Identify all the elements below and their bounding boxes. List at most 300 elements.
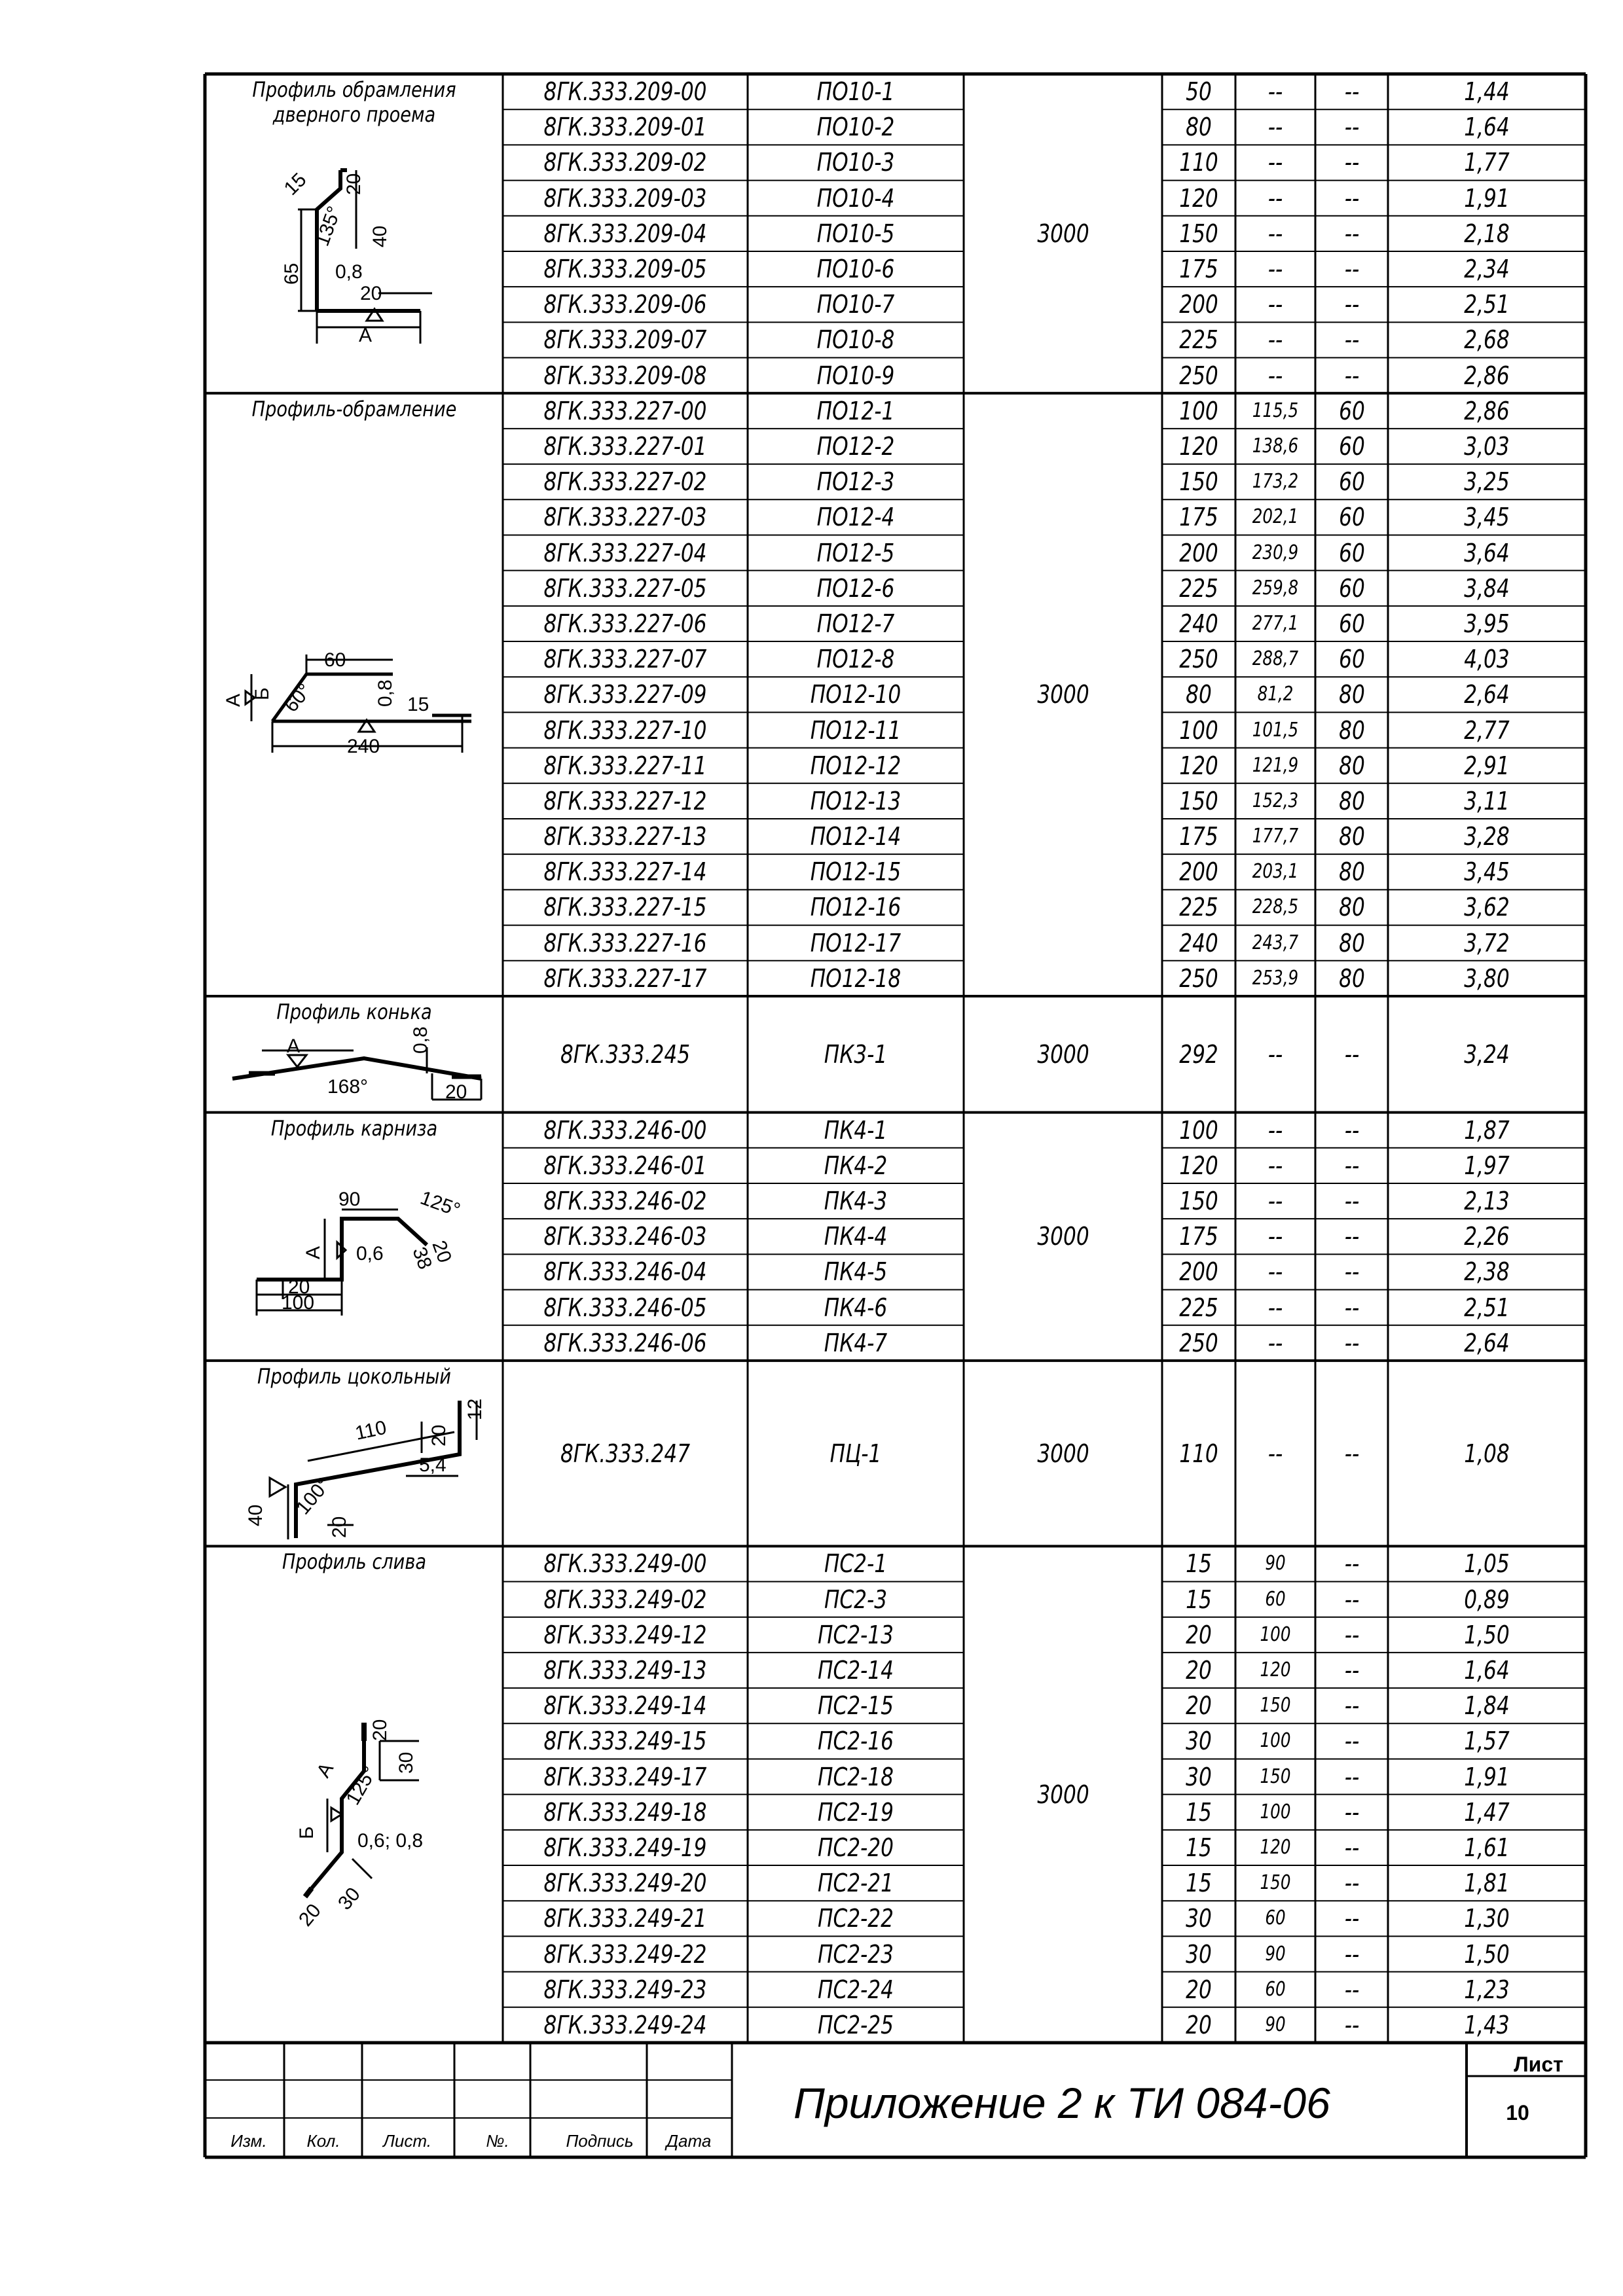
sketch-eaves-profile: [257, 1187, 463, 1316]
size-c-cell: --: [1344, 1549, 1359, 1579]
size-b-cell: --: [1267, 1039, 1283, 1069]
designation-cell: 8ГК.333.227-12: [543, 786, 707, 816]
designation-cell: 8ГК.333.227-14: [543, 857, 707, 887]
sheet-number: 10: [1506, 2101, 1529, 2125]
size-c-cell: --: [1344, 1585, 1359, 1614]
code-cell: ПК4-6: [824, 1293, 888, 1322]
code-cell: ПО12-8: [816, 645, 895, 674]
code-cell: ПО12-18: [810, 963, 902, 993]
size-b-cell: --: [1267, 290, 1283, 319]
size-c-cell: --: [1344, 255, 1359, 284]
sketch-label: 65: [281, 262, 302, 285]
size-c-cell: 80: [1338, 963, 1365, 993]
size-a-cell: 30: [1186, 1762, 1212, 1791]
mass-cell: 3,45: [1464, 857, 1510, 887]
designation-cell: 8ГК.333.227-11: [543, 751, 707, 780]
code-cell: ПО10-1: [816, 77, 895, 107]
size-a-cell: 200: [1179, 1257, 1218, 1287]
code-cell: ПС2-3: [824, 1585, 888, 1614]
designation-cell: 8ГК.333.227-07: [543, 645, 707, 674]
size-a-cell: 20: [1186, 1975, 1212, 2004]
designation-cell: 8ГК.333.249-15: [543, 1727, 707, 1756]
size-b-cell: 100: [1260, 1623, 1291, 1646]
size-b-cell: --: [1267, 219, 1283, 248]
size-a-cell: 200: [1179, 857, 1218, 887]
designation-cell: 8ГК.333.249-19: [543, 1833, 707, 1862]
designation-cell: 8ГК.333.227-10: [543, 715, 707, 745]
designation-cell: 8ГК.333.227-04: [543, 538, 707, 567]
mass-cell: 1,23: [1464, 1975, 1510, 2004]
designation-cell: 8ГК.333.209-04: [543, 219, 707, 248]
mass-cell: 1,87: [1464, 1115, 1510, 1145]
length-cell: 3000: [1036, 1780, 1089, 1809]
size-b-cell: 228,5: [1252, 895, 1299, 919]
size-c-cell: --: [1344, 1439, 1359, 1468]
designation-cell: 8ГК.333.227-03: [543, 503, 707, 532]
sketch-framing-profile: [223, 649, 471, 757]
size-a-cell: 20: [1186, 1656, 1212, 1685]
size-b-cell: 90: [1265, 1942, 1286, 1965]
sketch-label: Б: [251, 687, 273, 700]
designation-cell: 8ГК.333.249-13: [543, 1656, 707, 1685]
size-a-cell: 175: [1179, 822, 1218, 852]
tb-col-izm: Изм.: [230, 2131, 267, 2151]
size-b-cell: 150: [1260, 1694, 1291, 1717]
sketch-label: 125°: [417, 1187, 464, 1221]
size-c-cell: --: [1344, 1187, 1359, 1216]
mass-cell: 2,68: [1464, 325, 1510, 355]
size-a-cell: 175: [1179, 1222, 1218, 1251]
size-a-cell: 150: [1179, 219, 1218, 248]
group-title: Профиль карниза: [270, 1115, 437, 1141]
mass-cell: 3,28: [1464, 822, 1510, 852]
designation-cell: 8ГК.333.246-04: [543, 1257, 707, 1287]
mass-cell: 3,72: [1464, 928, 1510, 958]
size-a-cell: 250: [1179, 963, 1218, 993]
size-a-cell: 225: [1179, 325, 1218, 355]
size-b-cell: 150: [1260, 1765, 1291, 1788]
mass-cell: 1,47: [1464, 1797, 1510, 1827]
size-b-cell: 90: [1265, 1552, 1286, 1575]
sketch-ridge-profile: [232, 1026, 481, 1103]
size-b-cell: --: [1267, 361, 1283, 390]
size-c-cell: 80: [1338, 857, 1365, 887]
mass-cell: 3,11: [1464, 786, 1510, 816]
sketch-label: 0,8: [335, 261, 363, 283]
code-cell: ПО12-2: [816, 431, 895, 461]
code-cell: ПС2-19: [818, 1797, 894, 1827]
size-b-cell: 81,2: [1257, 683, 1294, 706]
size-c-cell: --: [1344, 148, 1359, 177]
code-cell: ПО12-11: [810, 715, 902, 745]
size-a-cell: 30: [1186, 1939, 1212, 1969]
designation-cell: 8ГК.333.209-03: [543, 183, 707, 213]
size-a-cell: 20: [1186, 1620, 1212, 1649]
size-a-cell: 240: [1179, 928, 1218, 958]
mass-cell: 3,64: [1464, 538, 1510, 567]
size-c-cell: --: [1344, 325, 1359, 355]
designation-cell: 8ГК.333.249-24: [543, 2010, 707, 2039]
designation-cell: 8ГК.333.209-05: [543, 255, 707, 284]
sketch-label: 0,8: [374, 679, 396, 707]
code-cell: ПО10-9: [816, 361, 895, 390]
size-c-cell: --: [1344, 290, 1359, 319]
code-cell: ПО10-4: [816, 183, 895, 213]
mass-cell: 1,50: [1464, 1939, 1510, 1969]
size-a-cell: 200: [1179, 538, 1218, 567]
designation-cell: 8ГК.333.227-15: [543, 893, 707, 922]
size-c-cell: 80: [1338, 680, 1365, 709]
mass-cell: 3,25: [1464, 467, 1510, 497]
size-b-cell: 120: [1260, 1835, 1291, 1859]
mass-cell: 2,13: [1464, 1187, 1510, 1216]
size-a-cell: 150: [1179, 786, 1218, 816]
designation-cell: 8ГК.333.249-18: [543, 1797, 707, 1827]
mass-cell: 2,77: [1464, 715, 1510, 745]
code-cell: ПО10-3: [816, 148, 895, 177]
size-a-cell: 110: [1179, 1439, 1218, 1468]
size-c-cell: 60: [1338, 573, 1365, 603]
sketch-label: 40: [369, 225, 391, 247]
size-a-cell: 175: [1179, 503, 1218, 532]
mass-cell: 1,30: [1464, 1904, 1510, 1933]
size-a-cell: 120: [1179, 431, 1218, 461]
group-title: Профиль-обрамление: [251, 396, 456, 422]
size-c-cell: 60: [1338, 467, 1365, 497]
code-cell: ПО12-10: [810, 680, 902, 709]
mass-cell: 3,45: [1464, 503, 1510, 532]
size-c-cell: 80: [1338, 715, 1365, 745]
size-c-cell: 60: [1338, 538, 1365, 567]
code-cell: ПС2-1: [824, 1549, 888, 1579]
size-b-cell: 243,7: [1252, 931, 1299, 954]
mass-cell: 1,05: [1464, 1549, 1510, 1579]
designation-cell: 8ГК.333.246-01: [543, 1151, 707, 1180]
designation-cell: 8ГК.333.227-16: [543, 928, 707, 958]
mass-cell: 0,89: [1464, 1585, 1510, 1614]
size-a-cell: 100: [1179, 1115, 1218, 1145]
mass-cell: 3,95: [1464, 609, 1510, 638]
sketch-label: 15: [280, 169, 311, 200]
designation-cell: 8ГК.333.209-07: [543, 325, 707, 355]
size-a-cell: 250: [1179, 645, 1218, 674]
sketch-label: A: [223, 693, 244, 707]
designation-cell: 8ГК.333.209-08: [543, 361, 707, 390]
code-cell: ПО10-5: [816, 219, 895, 248]
size-c-cell: 60: [1338, 431, 1365, 461]
size-b-cell: 203,1: [1252, 860, 1299, 884]
sketch-drip-profile: [295, 1719, 423, 1931]
size-c-cell: --: [1344, 2010, 1359, 2039]
size-c-cell: --: [1344, 1293, 1359, 1322]
code-cell: ПО12-17: [810, 928, 902, 958]
designation-cell: 8ГК.333.227-00: [543, 396, 707, 425]
code-cell: ПС2-21: [818, 1869, 894, 1898]
designation-cell: 8ГК.333.209-01: [543, 113, 707, 142]
sketch-label: 168°: [327, 1076, 369, 1098]
size-b-cell: 150: [1260, 1871, 1291, 1895]
size-a-cell: 30: [1186, 1904, 1212, 1933]
code-cell: ПО12-1: [816, 396, 895, 425]
size-a-cell: 20: [1186, 1691, 1212, 1721]
size-c-cell: --: [1344, 77, 1359, 107]
size-b-cell: --: [1267, 1115, 1283, 1145]
designation-cell: 8ГК.333.249-14: [543, 1691, 707, 1721]
sketch-plinth-profile: [245, 1399, 486, 1539]
code-cell: ПК4-5: [824, 1257, 888, 1287]
size-b-cell: --: [1267, 1151, 1283, 1180]
size-a-cell: 15: [1186, 1869, 1212, 1898]
mass-cell: 2,51: [1464, 290, 1510, 319]
designation-cell: 8ГК.333.249-17: [543, 1762, 707, 1791]
size-a-cell: 225: [1179, 573, 1218, 603]
code-cell: ПК4-7: [824, 1328, 888, 1357]
size-c-cell: --: [1344, 1222, 1359, 1251]
size-b-cell: --: [1267, 113, 1283, 142]
size-c-cell: --: [1344, 361, 1359, 390]
size-c-cell: --: [1344, 183, 1359, 213]
size-b-cell: --: [1267, 1187, 1283, 1216]
sketch-label: 5,4: [419, 1454, 447, 1476]
size-c-cell: --: [1344, 1257, 1359, 1287]
size-b-cell: 288,7: [1252, 647, 1299, 671]
size-a-cell: 120: [1179, 751, 1218, 780]
size-b-cell: --: [1267, 1328, 1283, 1357]
size-a-cell: 120: [1179, 1151, 1218, 1180]
code-cell: ПО12-7: [816, 609, 895, 638]
mass-cell: 1,91: [1464, 183, 1510, 213]
mass-cell: 1,64: [1464, 1656, 1510, 1685]
size-c-cell: 60: [1338, 609, 1365, 638]
designation-cell: 8ГК.333.209-00: [543, 77, 707, 107]
size-b-cell: --: [1267, 77, 1283, 107]
size-a-cell: 15: [1186, 1585, 1212, 1614]
code-cell: ПО12-5: [816, 538, 895, 567]
sketch-label: 125°: [342, 1763, 382, 1809]
mass-cell: 3,80: [1464, 963, 1510, 993]
size-b-cell: --: [1267, 255, 1283, 284]
size-a-cell: 15: [1186, 1549, 1212, 1579]
sketch-label: 20: [295, 1899, 325, 1931]
mass-cell: 1,84: [1464, 1691, 1510, 1721]
size-a-cell: 20: [1186, 2010, 1212, 2039]
group-title: Профиль цокольный: [257, 1363, 451, 1389]
size-c-cell: --: [1344, 1727, 1359, 1756]
mass-cell: 2,91: [1464, 751, 1510, 780]
size-a-cell: 100: [1179, 715, 1218, 745]
size-c-cell: 80: [1338, 893, 1365, 922]
sheet-label: Лист: [1514, 2053, 1563, 2076]
code-cell: ПО10-8: [816, 325, 895, 355]
size-b-cell: --: [1267, 1222, 1283, 1251]
size-a-cell: 110: [1179, 148, 1218, 177]
sketch-label: 60: [324, 649, 346, 671]
code-cell: ПС2-25: [818, 2010, 894, 2039]
group-title: дверного проема: [272, 102, 435, 127]
sketch-label: 135°: [311, 203, 346, 249]
size-c-cell: --: [1344, 1904, 1359, 1933]
code-cell: ПС2-20: [818, 1833, 894, 1862]
size-a-cell: 292: [1179, 1039, 1218, 1069]
mass-cell: 1,97: [1464, 1151, 1510, 1180]
code-cell: ПО12-4: [816, 503, 895, 532]
size-b-cell: 177,7: [1252, 825, 1299, 848]
mass-cell: 3,24: [1464, 1039, 1510, 1069]
sketch-label: A: [359, 325, 373, 346]
size-b-cell: 173,2: [1252, 470, 1299, 493]
size-a-cell: 15: [1186, 1797, 1212, 1827]
size-a-cell: 250: [1179, 361, 1218, 390]
length-cell: 3000: [1036, 1222, 1089, 1251]
designation-cell: 8ГК.333.227-05: [543, 573, 707, 603]
designation-cell: 8ГК.333.227-17: [543, 963, 707, 993]
tb-col-kol: Кол.: [306, 2131, 340, 2151]
size-c-cell: --: [1344, 1115, 1359, 1145]
size-b-cell: 60: [1265, 1977, 1286, 2001]
designation-cell: 8ГК.333.245: [560, 1039, 691, 1069]
size-c-cell: 80: [1338, 822, 1365, 852]
designation-cell: 8ГК.333.227-01: [543, 431, 707, 461]
size-b-cell: --: [1267, 183, 1283, 213]
sketch-label: 20: [288, 1276, 310, 1298]
size-a-cell: 120: [1179, 183, 1218, 213]
size-b-cell: 277,1: [1252, 611, 1299, 635]
size-a-cell: 150: [1179, 467, 1218, 497]
sketch-label: 30: [334, 1883, 365, 1914]
code-cell: ПК4-1: [824, 1115, 888, 1145]
mass-cell: 1,64: [1464, 113, 1510, 142]
code-cell: ПК4-4: [824, 1222, 888, 1251]
mass-cell: 1,43: [1464, 2010, 1510, 2039]
mass-cell: 1,08: [1464, 1439, 1510, 1468]
size-c-cell: --: [1344, 1691, 1359, 1721]
size-c-cell: 80: [1338, 751, 1365, 780]
group-title: Профиль слива: [282, 1549, 426, 1575]
sketch-door-frame-profile: [280, 169, 432, 346]
size-c-cell: --: [1344, 1833, 1359, 1862]
size-c-cell: --: [1344, 1797, 1359, 1827]
sketch-label: 240: [347, 736, 380, 757]
designation-cell: 8ГК.333.249-00: [543, 1549, 707, 1579]
size-b-cell: 202,1: [1252, 505, 1299, 529]
size-b-cell: --: [1267, 1257, 1283, 1287]
size-c-cell: --: [1344, 1656, 1359, 1685]
size-b-cell: 138,6: [1252, 434, 1299, 457]
code-cell: ПС2-23: [818, 1939, 894, 1969]
size-c-cell: 60: [1338, 396, 1365, 425]
sketch-label: 0,6; 0,8: [357, 1830, 424, 1852]
sketch-label: 0,6: [356, 1243, 384, 1265]
code-cell: ПС2-18: [818, 1762, 894, 1791]
mass-cell: 1,50: [1464, 1620, 1510, 1649]
designation-cell: 8ГК.333.249-12: [543, 1620, 707, 1649]
code-cell: ПС2-16: [818, 1727, 894, 1756]
sketch-label: 30: [395, 1751, 417, 1774]
sketch-label: 40: [245, 1504, 266, 1526]
size-b-cell: 101,5: [1252, 718, 1299, 742]
sketch-label: 20: [428, 1238, 456, 1266]
size-a-cell: 240: [1179, 609, 1218, 638]
length-cell: 3000: [1036, 1039, 1089, 1069]
sketch-label: 90: [338, 1189, 361, 1210]
size-c-cell: --: [1344, 113, 1359, 142]
designation-cell: 8ГК.333.246-03: [543, 1222, 707, 1251]
designation-cell: 8ГК.333.227-02: [543, 467, 707, 497]
sketch-label: A: [287, 1035, 301, 1057]
size-b-cell: --: [1267, 325, 1283, 355]
designation-cell: 8ГК.333.247: [560, 1439, 691, 1468]
size-b-cell: 120: [1260, 1659, 1291, 1681]
size-b-cell: 90: [1265, 2013, 1286, 2036]
code-cell: ПО12-3: [816, 467, 895, 497]
sketch-label: 20: [343, 173, 365, 195]
size-c-cell: --: [1344, 1620, 1359, 1649]
mass-cell: 2,34: [1464, 255, 1510, 284]
sketch-label: 38: [408, 1244, 436, 1272]
code-cell: ПК3-1: [824, 1039, 888, 1069]
sketch-label: 110: [353, 1416, 389, 1444]
mass-cell: 2,38: [1464, 1257, 1510, 1287]
sketch-label: 12: [464, 1398, 486, 1420]
length-cell: 3000: [1036, 219, 1089, 248]
size-a-cell: 225: [1179, 1293, 1218, 1322]
sketch-label: Б: [296, 1826, 318, 1839]
mass-cell: 2,18: [1464, 219, 1510, 248]
mass-cell: 1,61: [1464, 1833, 1510, 1862]
size-a-cell: 200: [1179, 290, 1218, 319]
length-cell: 3000: [1036, 680, 1089, 709]
size-b-cell: 60: [1265, 1587, 1286, 1611]
size-c-cell: 60: [1338, 503, 1365, 532]
mass-cell: 3,03: [1464, 431, 1510, 461]
designation-cell: 8ГК.333.209-06: [543, 290, 707, 319]
code-cell: ПО12-6: [816, 573, 895, 603]
size-b-cell: 253,9: [1252, 966, 1299, 990]
code-cell: ПО12-12: [810, 751, 902, 780]
size-c-cell: --: [1344, 1328, 1359, 1357]
code-cell: ПО12-14: [810, 822, 902, 852]
mass-cell: 2,86: [1464, 396, 1510, 425]
size-c-cell: 80: [1338, 928, 1365, 958]
designation-cell: 8ГК.333.249-23: [543, 1975, 707, 2004]
group-title: Профиль обрамления: [251, 77, 456, 102]
code-cell: ПС2-13: [818, 1620, 894, 1649]
designation-cell: 8ГК.333.249-21: [543, 1904, 707, 1933]
code-cell: ПО12-13: [810, 786, 902, 816]
sketch-label: 100: [282, 1292, 315, 1314]
size-c-cell: --: [1344, 1151, 1359, 1180]
code-cell: ПК4-2: [824, 1151, 888, 1180]
sketch-label: 20: [329, 1516, 350, 1538]
code-cell: ПС2-15: [818, 1691, 894, 1721]
mass-cell: 4,03: [1464, 645, 1510, 674]
sketch-label: 20: [360, 283, 382, 304]
size-a-cell: 250: [1179, 1328, 1218, 1357]
size-c-cell: 60: [1338, 645, 1365, 674]
code-cell: ПО12-16: [810, 893, 902, 922]
designation-cell: 8ГК.333.249-02: [543, 1585, 707, 1614]
size-b-cell: 121,9: [1252, 753, 1299, 777]
size-c-cell: --: [1344, 1975, 1359, 2004]
size-b-cell: 100: [1260, 1729, 1291, 1753]
size-c-cell: 80: [1338, 786, 1365, 816]
size-a-cell: 15: [1186, 1833, 1212, 1862]
code-cell: ПО10-2: [816, 113, 895, 142]
code-cell: ПО12-15: [810, 857, 902, 887]
document-title: Приложение 2 к ТИ 084-06: [793, 2079, 1330, 2127]
size-a-cell: 30: [1186, 1727, 1212, 1756]
mass-cell: 1,77: [1464, 148, 1510, 177]
